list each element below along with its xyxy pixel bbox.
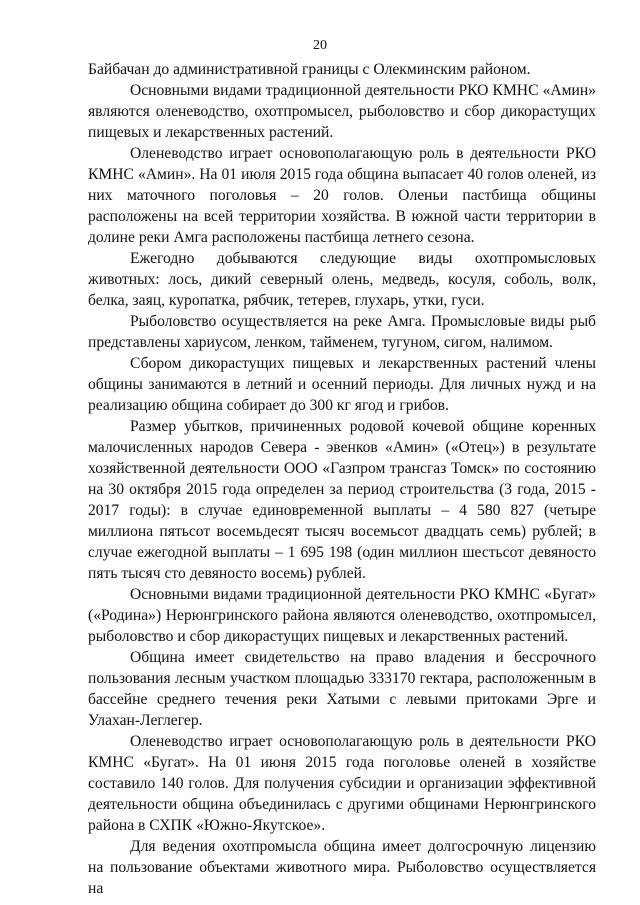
paragraph: Рыболовство осуществляется на реке Амга. Промысловые виды рыб представлены хариусом, ленком, тайменем, тугуном, сигом, налимом. [88,313,596,351]
paragraph: Основными видами традиционной деятельности РКО КМНС «Амин» являются оленеводство, охотпромысел, рыболовство и сбор дикорастущих пищевых и лекарственных растений. [88,82,596,141]
page-number: 20 [313,38,327,53]
paragraph: Для ведения охотпромысла община имеет долгосрочную лицензию на пользование объектами животного мира. Рыболовство осуществляется на [88,838,596,897]
paragraph: Община имеет свидетельство на право владения и бессрочного пользования лесным участком площадью 333170 гектара, расположенным в бассейне среднего течения реки Хатыми с левыми притоками Эрге и Улахан-Леглегер. [88,649,596,729]
paragraph: Размер убытков, причиненных родовой кочевой общине коренных малочисленных народов Севера - эвенков «Амин» («Отец») в результате хозяйственной деятельности ООО «Газпром трансгаз Томск» по состоянию на 30 октября 2015 года определен за период строительства (3 года, 2015 - 2017 годы): в случае единовременной выплаты – 4 580 827 (четыре миллиона пятьсот восемьдесят тысяч восемьсот двадцать семь) рублей; в случае ежегодной выплаты – 1 695 198 (один миллион шестьсот девяносто пять тысяч сто девяносто восемь) рублей. [88,418,596,582]
paragraph: Ежегодно добываются следующие виды охотпромысловых животных: лось, дикий северный олень, медведь, косуля, соболь, волк, белка, заяц, куропатка, рябчик, тетерев, глухарь, утки, гуси. [88,250,596,309]
paragraph: Оленеводство играет основополагающую роль в деятельности РКО КМНС «Амин». На 01 июля 2015 года община выпасает 40 голов оленей, из них маточного поголовья – 20 голов. Оленьи пастбища общины расположены на всей территории хозяйства. В южной части территории в долине реки Амга расположены пастбища летнего сезона. [88,145,596,246]
paragraph: Байбачан до административной границы с Олекминским районом. [88,61,531,78]
paragraph: Основными видами традиционной деятельности РКО КМНС «Бугат» («Родина») Нерюнгринского района являются оленеводство, охотпромысел, рыболовство и сбор дикорастущих пищевых и лекарственных растений. [88,586,596,645]
paragraph: Оленеводство играет основополагающую роль в деятельности РКО КМНС «Бугат». На 01 июня 2015 года поголовье оленей в хозяйстве составило 140 голов. Для получения субсидии и организации эффективной деятельности община объединилась с другими общинами Нерюнгринского района в СХПК «Южно-Якутское». [88,733,596,834]
document-body [88,59,596,899]
paragraph: Сбором дикорастущих пищевых и лекарственных растений члены общины занимаются в летний и осенний периоды. Для личных нужд и на реализацию община собирает до 300 кг ягод и грибов. [88,355,596,414]
